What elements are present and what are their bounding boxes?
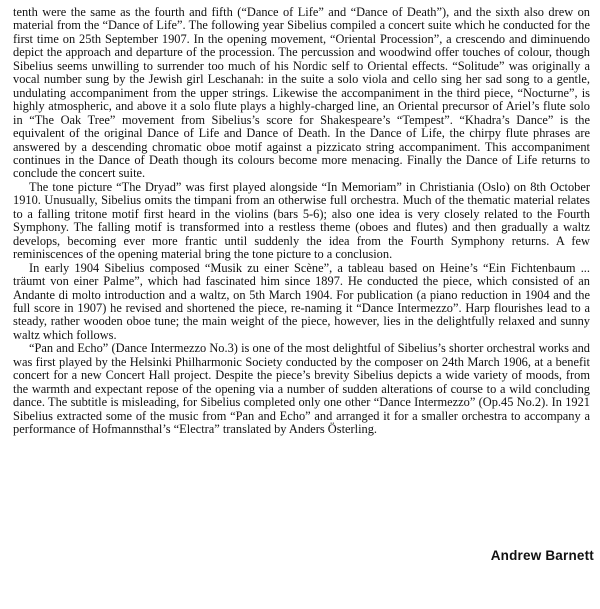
paragraph-pan-and-echo: “Pan and Echo” (Dance Intermezzo No.3) is one of the most delightful of Sibelius’s shorter orchestral works and was first played by the Helsinki Philharmonic Society conducted by the composer on 24th March 1906, at a benefit concert for a new Concert Hall project. Despite the piece’s brevity Sibelius depicts a wide variety of moods, from the warmth and expectant repose of the opening via a number of sudden alterations of course to a wild concluding dance. The subtitle is misleading, for Sibelius completed only one other “Dance Intermezzo” (Op.45 No.2). In 1921 Sibelius extracted some of the music from “Pan and Echo” and arranged it for a smaller orchestra to accompany a performance of Hofmannsthal’s “Electra” translated by Anders Österling. <box>13 341 590 437</box>
liner-notes-text <box>13 6 590 437</box>
paragraph-dance-intermezzo: In early 1904 Sibelius composed “Musik zu einer Scène”, a tableau based on Heine’s “Ein Fichtenbaum ... träumt von einer Palme”, which had fascinated him since 1897. He conducted the piece, which consisted of an Andante di molto introduction and a waltz, on 5th March 1904. For publication (a piano reduction in 1904 and the full score in 1907) he revised and shortened the piece, re-naming it “Dance Intermezzo”. Harp flourishes lead to a steady, rather wooden oboe tune; the main weight of the piece, however, lies in the delightfully relaxed and sunny waltz which follows. <box>13 260 590 342</box>
paragraph-dryad: The tone picture “The Dryad” was first played alongside “In Memoriam” in Christiania (Oslo) on 8th October 1910. Unusually, Sibelius omits the timpani from an otherwise full orchestra. Much of the thematic material relates to a falling tritone motif first heard in the violins (bars 5-6); also one idea is very closely related to the Fourth Symphony. The falling motif is transformed into a restless theme (oboes and flutes) and then gradually a waltz develops, becoming ever more frantic until suddenly the idea from the Fourth Symphony returns. A few reminiscences of the opening material bring the tone picture to a conclusion. <box>13 179 590 262</box>
author-signature: Andrew Barnett <box>490 548 594 563</box>
paragraph-suite: tenth were the same as the fourth and fifth (“Dance of Life” and “Dance of Death”), and the sixth also drew on material from the “Dance of Life”. The following year Sibelius compiled a concert suite which he conducted for the first time on 25th September 1907. In the opening movement, “Oriental Procession”, a crescendo and diminuendo depict the approach and departure of the procession. The percussion and woodwind offer touches of colour, though Sibelius seems unwilling to surrender too much of his Nordic self to Oriental effects. “Solitude” was originally a vocal number sung by the Jewish girl Leschanah: in the suite a solo viola and cello sing her sad song to a gentle, undulating accompaniment from the upper strings. Likewise the accompaniment in the third piece, “Nocturne”, is highly atmospheric, and above it a solo flute plays a highly-charged line, an Oriental precursor of Ariel’s flute solo in “The Oak Tree” movement from Sibelius’s score for Shakespeare’s “Tempest”. “Khadra’s Dance” is the equivalent of the original Dance of Life and Dance of Death. In the Dance of Life, the chirpy flute phrases are answered by a descending chromatic oboe motif against a pizzicato string accompaniment. This accompaniment continues in the Dance of Death though its colours become more menacing. Finally the Dance of Life returns to conclude the concert suite. <box>13 5 590 181</box>
